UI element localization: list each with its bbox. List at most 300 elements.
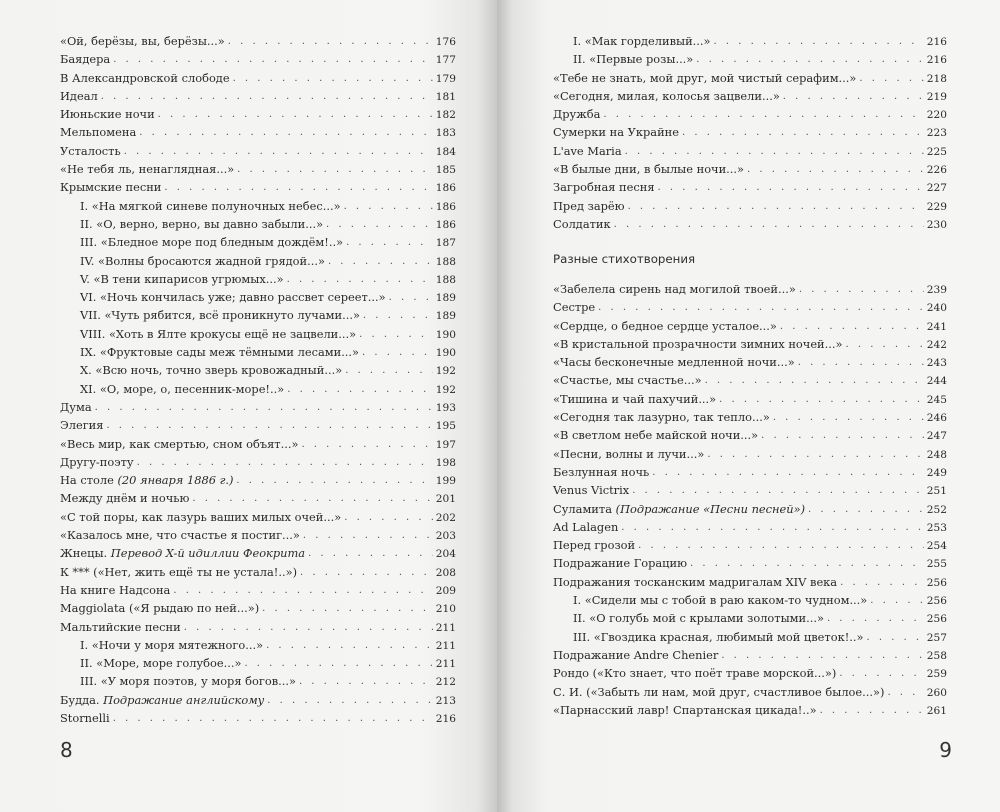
- toc-entry-title-text: К *** («Нет, жить ещё ты не устала!..»): [60, 564, 298, 579]
- dot-leader: [799, 281, 924, 299]
- toc-entry-title: [573, 32, 711, 50]
- toc-page-number: 227: [926, 182, 947, 195]
- toc-page-number: 240: [926, 302, 947, 315]
- toc-subentry: [60, 380, 456, 398]
- toc-page-number: 193: [435, 401, 456, 414]
- toc-page-number: 186: [435, 200, 456, 213]
- dot-leader: [124, 143, 433, 161]
- dot-leader: [244, 655, 432, 673]
- toc-entry-title: [80, 197, 341, 215]
- toc-entry: [60, 489, 456, 507]
- toc-entry-title: [553, 335, 842, 353]
- toc-entry: [60, 105, 456, 123]
- toc-entry-title-text: «Счастье, мы счастье...»: [553, 373, 702, 388]
- toc-entry-title-text: Крымские песни: [60, 180, 162, 195]
- toc-entry-title-text: III. «Бледное море под бледным дождём!..»: [80, 235, 344, 250]
- toc-entry-title: [60, 526, 300, 544]
- toc-entry: [553, 500, 947, 518]
- toc-entry-title-text: Мельпомена: [60, 125, 137, 140]
- toc-entry-title: [553, 683, 884, 701]
- toc-page-number: 248: [926, 448, 947, 461]
- toc-entry-title-text: I. «Сидели мы с тобой в раю каком-то чудном...»: [573, 593, 868, 608]
- dot-leader: [228, 33, 433, 51]
- toc-entry: [553, 481, 947, 499]
- toc-page-number: 181: [435, 90, 456, 103]
- toc-page-number: 247: [926, 430, 947, 443]
- dot-leader: [652, 464, 924, 482]
- toc-entry-title-text: «С той поры, как лазурь ваших милых очей...»: [60, 509, 342, 524]
- toc-page-number: 259: [926, 668, 947, 681]
- toc-page-number: 195: [435, 420, 456, 433]
- toc-page-number: 218: [926, 72, 947, 85]
- toc-entry-title-text: L'ave Maria: [553, 143, 622, 158]
- toc-entry-title-text: На книге Надсона: [60, 582, 171, 597]
- toc-entry-title: [553, 353, 795, 371]
- toc-entry-title: [80, 672, 296, 690]
- toc-entry-title: [573, 628, 863, 646]
- dot-leader: [705, 372, 924, 390]
- toc-page-number: 210: [435, 603, 456, 616]
- dot-leader: [621, 519, 923, 537]
- toc-entry-title: [60, 105, 155, 123]
- toc-entry-title: [553, 518, 618, 536]
- toc-entry-title-text: «Песни, волны и лучи...»: [553, 446, 705, 461]
- toc-entry-title: [553, 701, 817, 719]
- toc-entry-title: [553, 445, 704, 463]
- dot-leader: [721, 647, 923, 665]
- toc-page-number: 190: [435, 328, 456, 341]
- toc-entry: [60, 709, 456, 727]
- page-number-right: 9: [939, 738, 952, 762]
- dot-leader: [113, 51, 433, 69]
- toc-page-number: 256: [926, 613, 947, 626]
- toc-entry-title: [60, 563, 297, 581]
- toc-entry-title-text: Баядера: [60, 52, 111, 67]
- dot-leader: [106, 417, 432, 435]
- toc-entry-title: [553, 646, 718, 664]
- toc-subentry: [553, 591, 947, 609]
- dot-leader: [113, 710, 433, 728]
- toc-page-number: 245: [926, 393, 947, 406]
- toc-entry-title: [60, 398, 92, 416]
- toc-entry: [60, 526, 456, 544]
- toc-entry-title-text: Июньские ночи: [60, 107, 155, 122]
- dot-leader: [603, 106, 923, 124]
- toc-entry-title: [80, 252, 325, 270]
- toc-entry-title: [553, 197, 625, 215]
- toc-entry-title: [80, 325, 356, 343]
- toc-entry-title-text: Рондо («Кто знает, что поёт траве морской...»): [553, 666, 837, 681]
- toc-page-number: 229: [926, 200, 947, 213]
- toc-entry: [553, 160, 947, 178]
- toc-entry-title: [80, 654, 241, 672]
- right-page: [497, 0, 1000, 812]
- toc-entry-title: [60, 142, 121, 160]
- toc-page-number: 189: [435, 292, 456, 305]
- dot-leader: [344, 198, 433, 216]
- toc-entry-title: [80, 361, 342, 379]
- toc-entry-title-text: «Сегодня так лазурно, так тепло...»: [553, 410, 770, 425]
- toc-entry-title-text: Подражания тосканским мадригалам XIV века: [553, 574, 838, 589]
- toc-entry-title: [80, 343, 359, 361]
- dot-leader: [783, 88, 924, 106]
- toc-entry-title-text: Подражание Andre Chenier: [553, 647, 719, 662]
- toc-entry-title-text: Солдатик: [553, 216, 611, 231]
- toc-entry: [553, 445, 947, 463]
- toc-page-number: 209: [435, 584, 456, 597]
- dot-leader: [719, 391, 924, 409]
- toc-page-number: 190: [435, 347, 456, 360]
- toc-entry-title-text: XI. «О, море, о, песенник-море!..»: [80, 381, 285, 396]
- toc-page-number: 197: [435, 438, 456, 451]
- dot-leader: [287, 381, 433, 399]
- dot-leader: [266, 637, 433, 655]
- toc-page-number: 198: [435, 456, 456, 469]
- toc-entry-title: [80, 636, 263, 654]
- toc-page-number: 182: [435, 109, 456, 122]
- toc-entry-title: [60, 416, 103, 434]
- toc-page-number: 216: [926, 36, 947, 48]
- toc-entry-title-text: X. «Всю ночь, точно зверь кровожадный...»: [80, 363, 343, 378]
- toc-page-number: 257: [926, 631, 947, 644]
- toc-page-number: 216: [435, 712, 456, 725]
- toc-entry-title-text: «В кристальной прозрачности зимних ночей...»: [553, 336, 843, 351]
- dot-leader: [308, 545, 433, 563]
- toc-page-number: 202: [435, 511, 456, 524]
- toc-entry-title: [553, 123, 679, 141]
- toc-entry-title-text: Жнецы.: [60, 546, 111, 561]
- toc-entry: [60, 435, 456, 453]
- dot-leader: [363, 307, 433, 325]
- toc-entry-title: [573, 50, 693, 68]
- toc-entry: [60, 563, 456, 581]
- toc-entry-title-text: II. «Море, море голубое...»: [80, 656, 242, 671]
- toc-list-right-section: [553, 280, 947, 719]
- toc-entry-title: [573, 609, 824, 627]
- dot-leader: [301, 436, 432, 454]
- toc-page-number: 252: [926, 503, 947, 516]
- dot-leader: [139, 124, 432, 142]
- toc-entry-title: [60, 471, 233, 489]
- toc-entry-title-text: Усталость: [60, 143, 121, 158]
- toc-entry-title: [553, 536, 635, 554]
- toc-subentry: [60, 636, 456, 654]
- toc-entry-title: [60, 123, 136, 141]
- dot-leader: [714, 33, 924, 51]
- dot-leader: [761, 427, 924, 445]
- toc-page-number: 253: [926, 521, 947, 534]
- toc-page-number: 242: [926, 338, 947, 351]
- toc-entry-title-text: Будда.: [60, 692, 104, 707]
- toc-entry-title: [60, 160, 234, 178]
- dot-leader: [184, 619, 433, 637]
- toc-subentry: [553, 32, 947, 50]
- toc-entry-title-text: В Александровской слободе: [60, 70, 230, 85]
- dot-leader: [707, 446, 923, 464]
- toc-entry-title: [553, 105, 600, 123]
- toc-entry: [553, 105, 947, 123]
- toc-entry-title: [553, 463, 649, 481]
- toc-entry-title: [553, 69, 856, 87]
- toc-entry-title-text: III. «У моря поэтов, у моря богов...»: [80, 674, 296, 689]
- toc-entry-title-text: Сумерки на Украйне: [553, 125, 680, 140]
- toc-subentry: [60, 215, 456, 233]
- dot-leader: [628, 198, 924, 216]
- dot-leader: [326, 216, 433, 234]
- toc-entry: [553, 426, 947, 444]
- toc-subentry: [553, 628, 947, 646]
- toc-entry-title-text: I. «Мак горделивый...»: [573, 34, 711, 48]
- dot-leader: [192, 490, 432, 508]
- toc-entry-title: [553, 142, 622, 160]
- toc-entry: [553, 408, 947, 426]
- toc-entry-title-text: Пред зарёю: [553, 198, 625, 213]
- dot-leader: [328, 253, 433, 271]
- toc-entry-title-text: «Весь мир, как смертью, сном объят...»: [60, 436, 299, 451]
- toc-entry-title-text: «Не тебя ль, ненаглядная...»: [60, 162, 235, 177]
- toc-entry: [60, 581, 456, 599]
- dot-leader: [137, 454, 433, 472]
- dot-leader: [870, 592, 923, 610]
- toc-entry-title: [60, 435, 298, 453]
- toc-page-number: 185: [435, 164, 456, 177]
- toc-page-number: 216: [926, 54, 947, 67]
- toc-entry: [60, 618, 456, 636]
- toc-entry-title-text: Maggiolata («Я рыдаю по ней...»): [60, 601, 260, 616]
- toc-entry-title-text: II. «О, верно, верно, вы давно забыли...»: [80, 216, 324, 231]
- toc-page-number: 226: [926, 164, 947, 177]
- toc-entry-title: [80, 288, 386, 306]
- toc-subentry: [60, 197, 456, 215]
- toc-page-number: 187: [435, 237, 456, 250]
- dot-leader: [158, 106, 433, 124]
- dot-leader: [632, 482, 924, 500]
- toc-entry-title: [553, 160, 744, 178]
- toc-subentry: [60, 306, 456, 324]
- toc-entry-title-text: «Парнасский лавр! Спартанская цикада!..»: [553, 702, 817, 717]
- toc-page-number: 261: [926, 704, 947, 717]
- toc-entry-title: [80, 306, 360, 324]
- toc-entry-title-text: Загробная песня: [553, 180, 655, 195]
- dot-leader: [345, 362, 433, 380]
- toc-entry: [553, 371, 947, 389]
- toc-entry-title: [60, 50, 110, 68]
- toc-entry-title-italic: (20 января 1886 г.): [117, 473, 234, 488]
- toc-entry-title: [80, 233, 343, 251]
- toc-entry-title: [60, 508, 341, 526]
- toc-entry-title: [60, 489, 189, 507]
- toc-entry-title-text: «Ой, берёзы, вы, берёзы...»: [60, 34, 225, 48]
- toc-entry-title-text: IV. «Волны бросаются жадной грядой...»: [80, 253, 325, 268]
- dot-leader: [887, 684, 923, 702]
- toc-entry-title-text: «Тишина и чай пахучий...»: [553, 391, 717, 406]
- toc-subentry: [60, 233, 456, 251]
- toc-page-number: 249: [926, 466, 947, 479]
- toc-subentry: [60, 288, 456, 306]
- toc-entry: [553, 664, 947, 682]
- toc-entry-title: [553, 390, 716, 408]
- toc-entry: [60, 87, 456, 105]
- toc-entry-title-italic: Подражание английскому: [103, 692, 265, 707]
- dot-leader: [303, 527, 433, 545]
- toc-entry-title-text: С. И. («Забыть ли нам, мой друг, счастливое былое...»): [553, 684, 885, 699]
- toc-entry-title: [553, 371, 702, 389]
- toc-entry: [60, 69, 456, 87]
- toc-entry-title-text: II. «О голубь мой с крылами золотыми...»: [573, 611, 824, 626]
- toc-page-number: 243: [926, 357, 947, 370]
- dot-leader: [237, 161, 433, 179]
- toc-page-number: 211: [435, 639, 456, 652]
- toc-entry: [60, 123, 456, 141]
- toc-entry-title: [60, 453, 134, 471]
- toc-page-number: 212: [435, 676, 456, 689]
- toc-page-number: 211: [435, 621, 456, 634]
- toc-entry-title-text: IX. «Фруктовые сады меж тёмными лесами...»: [80, 345, 360, 360]
- toc-entry: [553, 646, 947, 664]
- toc-entry-title: [80, 380, 284, 398]
- toc-entry-title: [553, 426, 758, 444]
- toc-entry: [553, 554, 947, 572]
- toc-entry-title: [553, 481, 629, 499]
- toc-entry-title-text: Другу-поэту: [60, 454, 134, 469]
- toc-entry-title: [60, 32, 225, 50]
- toc-page-number: 230: [926, 218, 947, 231]
- toc-page-number: 219: [926, 90, 947, 103]
- toc-entry: [60, 50, 456, 68]
- toc-entry-title-text: Дружба: [553, 107, 601, 122]
- dot-leader: [638, 537, 924, 555]
- toc-entry-title: [60, 599, 259, 617]
- toc-entry-title-text: «Сегодня, милая, колосья зацвели...»: [553, 88, 780, 103]
- toc-entry-title-text: I. «На мягкой синеве полуночных небес...»: [80, 198, 341, 213]
- toc-entry: [553, 518, 947, 536]
- toc-entry-title: [553, 664, 836, 682]
- toc-entry-title-italic: Перевод X-й идиллии Феокрита: [110, 546, 306, 561]
- toc-page-number: 254: [926, 540, 947, 553]
- dot-leader: [236, 472, 432, 490]
- toc-page-number: 213: [435, 694, 456, 707]
- toc-entry-title: [553, 573, 837, 591]
- toc-entry-title: [80, 215, 323, 233]
- toc-subentry: [60, 361, 456, 379]
- toc-entry-title-text: VI. «Ночь кончилась уже; давно рассвет сереет...»: [80, 290, 386, 305]
- toc-entry-title: [60, 69, 230, 87]
- toc-page-number: 176: [435, 36, 456, 48]
- toc-entry: [60, 508, 456, 526]
- toc-page-number: 251: [926, 485, 947, 498]
- toc-entry-title-text: Ad Lalagen: [553, 519, 619, 534]
- toc-entry-title: [60, 618, 181, 636]
- dot-leader: [780, 318, 924, 336]
- toc-entry-title-italic: (Подражание «Песни песней»): [615, 501, 806, 516]
- toc-page-number: 183: [435, 127, 456, 140]
- toc-list-left: [60, 32, 456, 727]
- toc-entry-title: [553, 554, 687, 572]
- toc-entry-title-text: VII. «Чуть рябится, всё проникнуто лучами...»: [80, 308, 360, 323]
- toc-entry: [553, 215, 947, 233]
- toc-page-number: 244: [926, 375, 947, 388]
- toc-entry: [60, 32, 456, 50]
- toc-page-number: 239: [926, 284, 947, 296]
- toc-page-number: 189: [435, 310, 456, 323]
- dot-leader: [101, 88, 433, 106]
- toc-page-number: 186: [435, 218, 456, 231]
- toc-entry-title-text: V. «В тени кипарисов угрюмых...»: [80, 271, 284, 286]
- toc-entry-title: [80, 270, 284, 288]
- toc-subentry: [553, 50, 947, 68]
- toc-entry: [553, 317, 947, 335]
- toc-entry-title: [553, 280, 796, 298]
- dot-leader: [267, 692, 433, 710]
- toc-entry-title-text: Между днём и ночью: [60, 491, 190, 506]
- toc-page-number: 204: [435, 548, 456, 561]
- toc-list-right-continued: [553, 32, 947, 233]
- dot-leader: [262, 600, 433, 618]
- toc-entry-title: [553, 500, 805, 518]
- section-heading: Разные стихотворения: [553, 252, 696, 266]
- toc-entry-title-text: «Забелела сирень над могилой твоей...»: [553, 282, 796, 296]
- toc-entry-title-text: Безлунная ночь: [553, 464, 650, 479]
- dot-leader: [859, 70, 923, 88]
- dot-leader: [827, 610, 924, 628]
- toc-page-number: 246: [926, 412, 947, 425]
- toc-entry: [553, 197, 947, 215]
- toc-entry: [60, 544, 456, 562]
- dot-leader: [845, 336, 923, 354]
- toc-entry-title-text: I. «Ночи у моря мятежного...»: [80, 637, 264, 652]
- toc-page-number: 208: [435, 566, 456, 579]
- dot-leader: [625, 143, 924, 161]
- dot-leader: [344, 509, 433, 527]
- toc-page-number: 260: [926, 686, 947, 699]
- toc-entry-title-text: «Сердце, о бедное сердце усталое...»: [553, 318, 777, 333]
- dot-leader: [614, 216, 924, 234]
- toc-page-number: 192: [435, 383, 456, 396]
- toc-entry: [60, 691, 456, 709]
- toc-page-number: 223: [926, 127, 947, 140]
- dot-leader: [300, 564, 433, 582]
- toc-entry: [60, 142, 456, 160]
- toc-page-number: 201: [435, 493, 456, 506]
- toc-page-number: 256: [926, 595, 947, 608]
- toc-entry-title-text: Сестре: [553, 300, 596, 315]
- toc-entry: [60, 178, 456, 196]
- page-number-left: 8: [60, 738, 73, 762]
- toc-entry-title-text: «В былые дни, в былые ночи...»: [553, 162, 745, 177]
- dot-leader: [798, 354, 924, 372]
- left-page: [0, 0, 497, 812]
- toc-entry: [553, 573, 947, 591]
- toc-entry: [60, 416, 456, 434]
- toc-entry: [553, 69, 947, 87]
- toc-entry: [60, 471, 456, 489]
- toc-entry-title: [60, 544, 305, 562]
- toc-entry-title-text: «Часы бесконечные медленной ночи...»: [553, 355, 795, 370]
- dot-leader: [820, 702, 924, 720]
- toc-subentry: [60, 343, 456, 361]
- toc-entry: [60, 160, 456, 178]
- toc-entry-title: [60, 87, 98, 105]
- toc-page-number: 188: [435, 273, 456, 286]
- toc-page-number: 192: [435, 365, 456, 378]
- dot-leader: [389, 289, 433, 307]
- dot-leader: [690, 555, 924, 573]
- toc-page-number: 211: [435, 658, 456, 671]
- toc-entry-title-text: VIII. «Хоть в Ялте крокусы ещё не зацвели...»: [80, 326, 357, 341]
- toc-page-number: 255: [926, 558, 947, 571]
- toc-entry: [553, 335, 947, 353]
- dot-leader: [95, 399, 433, 417]
